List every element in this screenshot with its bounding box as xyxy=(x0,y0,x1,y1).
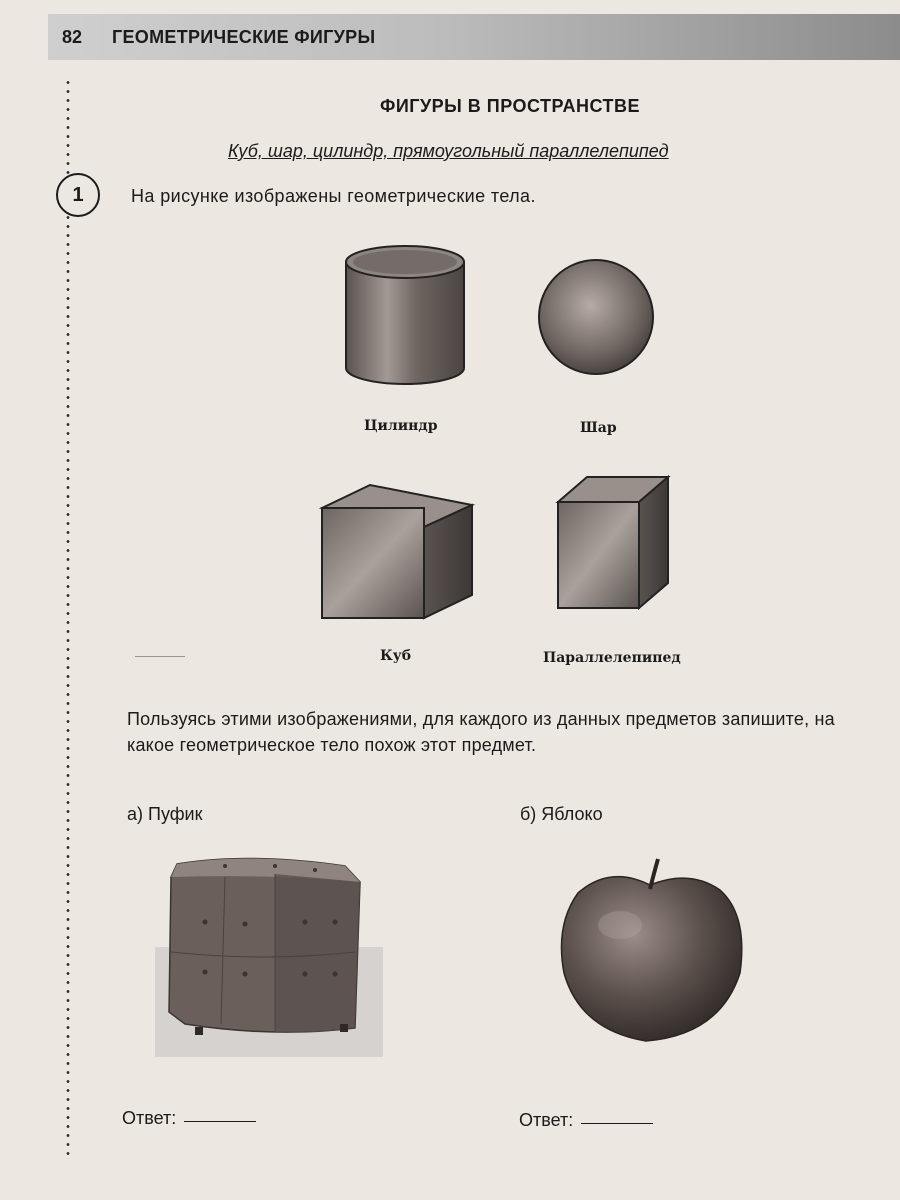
pouf-image xyxy=(155,852,383,1057)
answer-b-field[interactable] xyxy=(581,1123,653,1124)
answer-a-field[interactable] xyxy=(184,1121,256,1122)
parallelepiped-icon xyxy=(558,477,668,608)
task-number-badge: 1 xyxy=(56,173,100,217)
task-intro: На рисунке изображены геометрические тела. xyxy=(131,186,536,206)
sphere-icon xyxy=(539,260,653,374)
shape-label-cube: Куб xyxy=(380,648,412,664)
task-instructions: Пользуясь этими изображениями, для каждого из данных предметов запишите, на какое геометрическое тело похож этот предмет. xyxy=(127,709,835,755)
shape-label-sphere: Шар xyxy=(580,420,617,436)
answer-a-label: Ответ: xyxy=(122,1108,177,1128)
section-subtitle: Куб, шар, цилиндр, прямоугольный параллелепипед xyxy=(228,141,669,161)
section-title: ФИГУРЫ В ПРОСТРАНСТВЕ xyxy=(379,96,641,116)
shapes-figure xyxy=(300,230,720,630)
page-number: 82 xyxy=(62,27,83,47)
cube-icon xyxy=(322,485,472,618)
answer-b xyxy=(519,1110,653,1131)
running-head: ГЕОМЕТРИЧЕСКИЕ ФИГУРЫ xyxy=(112,27,376,47)
item-a-label: а) Пуфик xyxy=(127,804,203,824)
answer-a xyxy=(122,1108,256,1129)
shape-label-parallelepiped: Параллелепипед xyxy=(543,650,681,666)
cylinder-icon xyxy=(346,246,464,384)
answer-b-label: Ответ: xyxy=(519,1110,574,1130)
shape-label-cylinder: Цилиндр xyxy=(364,418,438,434)
apple-image xyxy=(550,855,750,1045)
dotted-margin xyxy=(66,78,70,1158)
item-b-label: б) Яблоко xyxy=(520,804,603,824)
divider-line xyxy=(135,656,185,657)
